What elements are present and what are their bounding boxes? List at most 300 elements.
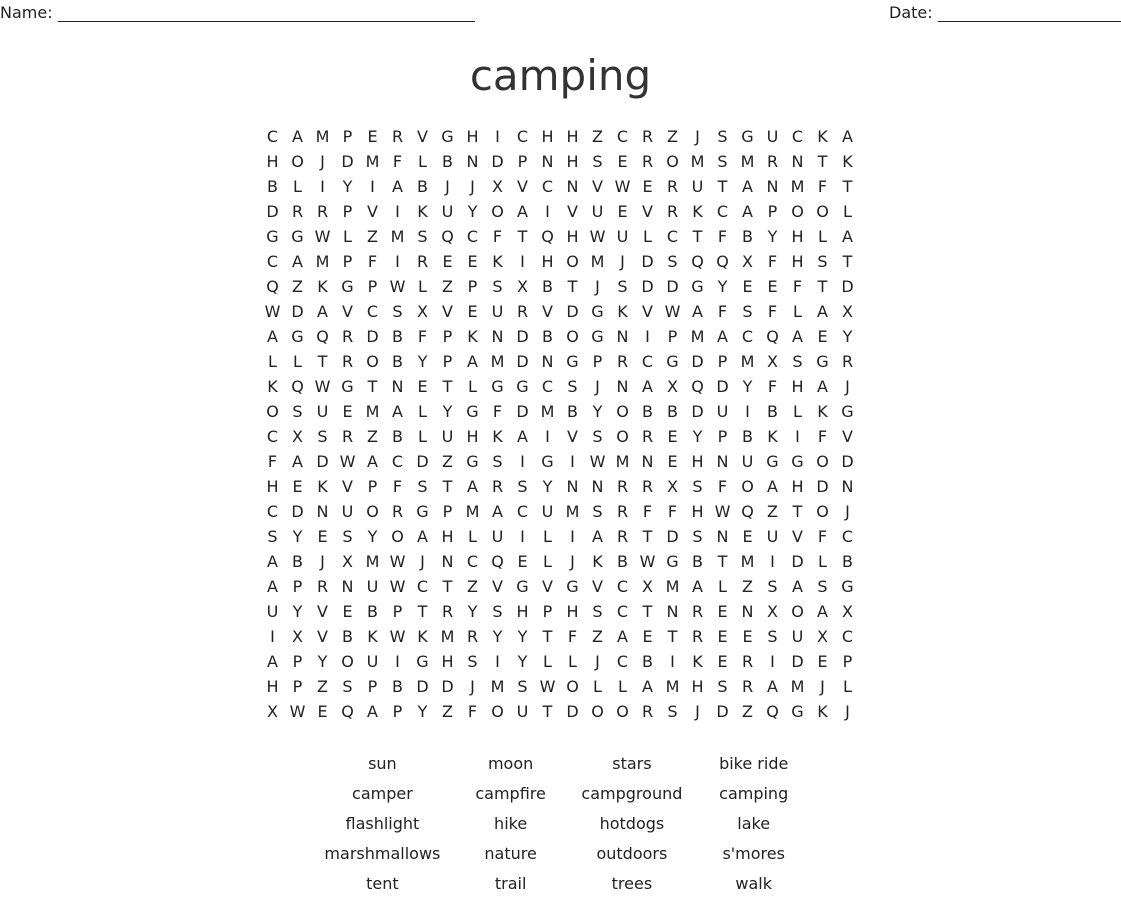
grid-letter: J <box>845 702 850 721</box>
name-blank-line[interactable] <box>58 7 475 22</box>
grid-letter: V <box>642 202 653 221</box>
grid-letter: E <box>767 277 778 296</box>
grid-letter: E <box>342 602 353 621</box>
grid-row <box>260 374 860 399</box>
grid-letter: P <box>392 702 403 721</box>
grid-letter: S <box>492 277 503 296</box>
grid-letter: Q <box>541 227 554 246</box>
grid-letter: D <box>416 677 429 696</box>
grid-letter: K <box>767 427 778 446</box>
grid-letter: J <box>695 702 700 721</box>
grid-letter: H <box>791 477 804 496</box>
grid-letter: N <box>391 377 404 396</box>
grid-letter: C <box>391 452 404 471</box>
grid-letter: S <box>767 577 778 596</box>
grid-letter: C <box>541 177 554 196</box>
grid-letter: F <box>367 252 378 271</box>
grid-letter: V <box>317 627 328 646</box>
grid-letter: K <box>417 627 428 646</box>
grid-letter: Q <box>741 502 754 521</box>
grid-letter: X <box>492 177 503 196</box>
grid-letter: X <box>767 602 778 621</box>
grid-letter: P <box>717 427 728 446</box>
grid-letter: A <box>267 552 278 571</box>
grid-letter: G <box>841 402 854 421</box>
name-field[interactable] <box>0 4 475 22</box>
grid-letter: G <box>516 377 529 396</box>
grid-letter: G <box>591 302 604 321</box>
grid-letter: T <box>642 527 653 546</box>
word-list-item: lake <box>737 814 771 833</box>
grid-letter: H <box>466 427 479 446</box>
word-list-item: s'mores <box>722 844 785 863</box>
grid-letter: S <box>392 302 403 321</box>
grid-letter: C <box>616 577 629 596</box>
grid-letter: P <box>367 677 378 696</box>
date-field[interactable] <box>889 4 1121 22</box>
grid-letter: W <box>589 452 606 471</box>
grid-letter: F <box>467 702 478 721</box>
grid-letter: W <box>539 677 556 696</box>
grid-letter: K <box>492 252 503 271</box>
grid-letter: K <box>417 202 428 221</box>
grid-letter: X <box>292 627 303 646</box>
grid-letter: L <box>418 402 427 421</box>
grid-letter: F <box>667 502 678 521</box>
grid-letter: A <box>492 502 503 521</box>
grid-letter: B <box>442 152 453 171</box>
grid-letter: W <box>339 452 356 471</box>
word-list-item: hike <box>494 814 528 833</box>
grid-letter: M <box>540 402 555 421</box>
grid-letter: R <box>516 302 529 321</box>
grid-letter: N <box>791 152 804 171</box>
grid-letter: V <box>542 302 553 321</box>
grid-letter: D <box>841 277 854 296</box>
grid-letter: A <box>267 327 278 346</box>
grid-letter: A <box>692 577 703 596</box>
grid-letter: L <box>268 352 277 371</box>
grid-letter: O <box>791 602 804 621</box>
grid-row <box>260 324 860 349</box>
grid-letter: M <box>790 677 805 696</box>
grid-letter: L <box>293 177 302 196</box>
grid-letter: F <box>717 302 728 321</box>
grid-letter: M <box>590 252 605 271</box>
grid-letter: I <box>495 652 500 671</box>
grid-letter: T <box>667 627 678 646</box>
grid-letter: D <box>566 302 579 321</box>
grid-letter: D <box>716 377 729 396</box>
grid-letter: F <box>817 177 828 196</box>
grid-letter: J <box>445 177 450 196</box>
grid-letter: E <box>617 202 628 221</box>
grid-letter: P <box>542 602 553 621</box>
grid-letter: R <box>441 602 454 621</box>
grid-letter: U <box>516 702 529 721</box>
grid-letter: W <box>714 502 731 521</box>
grid-letter: V <box>367 202 378 221</box>
grid-letter: U <box>766 127 779 146</box>
grid-letter: R <box>641 127 654 146</box>
grid-letter: R <box>741 652 754 671</box>
grid-letter: K <box>842 152 853 171</box>
grid-letter: G <box>741 127 754 146</box>
grid-letter: H <box>566 127 579 146</box>
grid-letter: M <box>690 152 705 171</box>
grid-letter: B <box>342 627 353 646</box>
grid-letter: L <box>543 527 552 546</box>
grid-row <box>260 599 860 624</box>
grid-letter: E <box>617 152 628 171</box>
grid-letter: G <box>416 652 429 671</box>
grid-letter: I <box>645 327 650 346</box>
grid-letter: N <box>716 527 729 546</box>
grid-letter: I <box>570 452 575 471</box>
grid-letter: U <box>616 227 629 246</box>
grid-letter: Y <box>717 277 728 296</box>
grid-row <box>260 449 860 474</box>
grid-letter: E <box>642 177 653 196</box>
grid-letter: R <box>841 352 854 371</box>
grid-letter: H <box>441 652 454 671</box>
grid-letter: T <box>842 252 853 271</box>
grid-letter: V <box>592 177 603 196</box>
grid-letter: W <box>389 552 406 571</box>
grid-letter: V <box>792 527 803 546</box>
grid-letter: X <box>817 627 828 646</box>
grid-letter: I <box>495 127 500 146</box>
grid-letter: L <box>718 577 727 596</box>
grid-letter: A <box>817 377 828 396</box>
grid-letter: B <box>642 402 653 421</box>
grid-letter: C <box>716 202 729 221</box>
grid-letter: S <box>617 277 628 296</box>
grid-letter: Z <box>592 627 603 646</box>
grid-letter: P <box>442 327 453 346</box>
grid-letter: O <box>791 202 804 221</box>
grid-letter: B <box>392 327 403 346</box>
grid-letter: S <box>567 377 578 396</box>
grid-letter: O <box>566 677 579 696</box>
grid-letter: P <box>342 252 353 271</box>
grid-letter: P <box>342 202 353 221</box>
grid-letter: Q <box>691 377 704 396</box>
grid-letter: U <box>716 402 729 421</box>
grid-letter: O <box>616 427 629 446</box>
grid-letter: M <box>665 577 680 596</box>
grid-letter: Y <box>767 227 778 246</box>
grid-letter: P <box>592 352 603 371</box>
grid-letter: J <box>620 252 625 271</box>
grid-letter: N <box>841 477 854 496</box>
grid-letter: A <box>517 202 528 221</box>
word-list-item: stars <box>612 754 652 773</box>
grid-letter: A <box>392 402 403 421</box>
grid-letter: C <box>366 302 379 321</box>
grid-letter: M <box>690 327 705 346</box>
grid-letter: F <box>492 227 503 246</box>
grid-letter: B <box>767 402 778 421</box>
grid-letter: Y <box>542 477 553 496</box>
grid-letter: H <box>266 477 279 496</box>
grid-letter: J <box>595 277 600 296</box>
grid-letter: L <box>818 227 827 246</box>
grid-letter: A <box>817 602 828 621</box>
grid-letter: C <box>266 502 279 521</box>
grid-letter: H <box>266 677 279 696</box>
grid-letter: N <box>616 327 629 346</box>
grid-letter: H <box>541 252 554 271</box>
grid-letter: R <box>641 702 654 721</box>
grid-letter: S <box>417 477 428 496</box>
grid-letter: G <box>566 352 579 371</box>
grid-letter: V <box>342 477 353 496</box>
grid-letter: T <box>442 477 453 496</box>
grid-letter: H <box>541 127 554 146</box>
grid-letter: O <box>566 252 579 271</box>
grid-letter: O <box>291 152 304 171</box>
grid-letter: F <box>767 302 778 321</box>
grid-letter: D <box>516 402 529 421</box>
grid-letter: H <box>791 377 804 396</box>
grid-letter: N <box>541 352 554 371</box>
grid-letter: H <box>791 227 804 246</box>
grid-letter: C <box>516 127 529 146</box>
grid-letter: D <box>291 502 304 521</box>
grid-letter: M <box>740 552 755 571</box>
grid-letter: Y <box>467 202 478 221</box>
grid-letter: L <box>543 552 552 571</box>
grid-letter: N <box>566 177 579 196</box>
grid-letter: N <box>341 577 354 596</box>
grid-letter: K <box>317 277 328 296</box>
grid-letter: E <box>717 602 728 621</box>
grid-letter: D <box>791 652 804 671</box>
grid-letter: W <box>614 177 631 196</box>
date-label: Date: <box>889 3 933 22</box>
grid-letter: V <box>492 577 503 596</box>
grid-letter: G <box>691 277 704 296</box>
grid-letter: G <box>466 402 479 421</box>
grid-letter: A <box>717 327 728 346</box>
grid-row <box>260 474 860 499</box>
grid-letter: R <box>666 177 679 196</box>
grid-letter: D <box>516 352 529 371</box>
grid-letter: L <box>793 402 802 421</box>
word-list-item: marshmallows <box>324 844 441 863</box>
grid-letter: H <box>441 527 454 546</box>
grid-letter: S <box>692 527 703 546</box>
grid-letter: M <box>740 152 755 171</box>
grid-letter: F <box>267 452 278 471</box>
grid-letter: Y <box>492 627 503 646</box>
grid-letter: A <box>367 702 378 721</box>
grid-letter: N <box>316 502 329 521</box>
grid-letter: P <box>467 277 478 296</box>
grid-letter: D <box>691 402 704 421</box>
grid-letter: I <box>320 177 325 196</box>
grid-letter: H <box>691 502 704 521</box>
grid-letter: O <box>816 452 829 471</box>
grid-letter: W <box>639 552 656 571</box>
grid-letter: J <box>845 502 850 521</box>
grid-letter: I <box>745 402 750 421</box>
grid-letter: D <box>691 352 704 371</box>
grid-letter: G <box>541 452 554 471</box>
grid-letter: D <box>366 327 379 346</box>
grid-letter: H <box>566 602 579 621</box>
grid-letter: Q <box>491 552 504 571</box>
grid-letter: U <box>441 202 454 221</box>
grid-letter: B <box>292 552 303 571</box>
grid-letter: B <box>692 552 703 571</box>
grid-letter: D <box>316 452 329 471</box>
grid-letter: U <box>441 427 454 446</box>
grid-letter: S <box>317 427 328 446</box>
grid-letter: A <box>767 677 778 696</box>
grid-letter: H <box>691 677 704 696</box>
grid-letter: O <box>616 702 629 721</box>
grid-letter: K <box>267 377 278 396</box>
grid-letter: G <box>466 452 479 471</box>
word-list-item: bike ride <box>719 754 789 773</box>
grid-letter: E <box>742 627 753 646</box>
grid-letter: U <box>591 202 604 221</box>
grid-letter: B <box>617 552 628 571</box>
grid-letter: O <box>566 327 579 346</box>
grid-letter: X <box>417 302 428 321</box>
grid-letter: K <box>367 627 378 646</box>
word-list-row <box>322 812 822 842</box>
grid-letter: A <box>742 177 753 196</box>
grid-letter: R <box>316 577 329 596</box>
grid-row <box>260 399 860 424</box>
grid-letter: E <box>517 552 528 571</box>
grid-letter: X <box>517 277 528 296</box>
grid-letter: R <box>341 327 354 346</box>
word-list-item: flashlight <box>345 814 420 833</box>
grid-letter: M <box>790 177 805 196</box>
grid-letter: T <box>642 602 653 621</box>
grid-letter: Y <box>517 627 528 646</box>
grid-letter: Y <box>342 177 353 196</box>
grid-letter: E <box>817 652 828 671</box>
grid-letter: J <box>845 377 850 396</box>
grid-letter: W <box>289 702 306 721</box>
puzzle-title: camping <box>469 51 652 100</box>
grid-letter: G <box>341 377 354 396</box>
grid-letter: I <box>395 202 400 221</box>
grid-letter: A <box>692 302 703 321</box>
grid-letter: S <box>817 577 828 596</box>
grid-row <box>260 699 860 724</box>
grid-letter: S <box>592 152 603 171</box>
grid-letter: D <box>641 277 654 296</box>
name-label: Name: <box>0 3 53 22</box>
grid-letter: J <box>470 677 475 696</box>
grid-letter: L <box>643 227 652 246</box>
grid-letter: V <box>417 127 428 146</box>
grid-letter: G <box>441 127 454 146</box>
grid-letter: Q <box>316 327 329 346</box>
grid-letter: U <box>691 177 704 196</box>
grid-letter: N <box>566 477 579 496</box>
grid-letter: U <box>341 502 354 521</box>
grid-letter: T <box>317 352 328 371</box>
date-blank-line[interactable] <box>938 7 1121 22</box>
grid-letter: P <box>392 602 403 621</box>
grid-letter: G <box>591 327 604 346</box>
grid-letter: T <box>717 177 728 196</box>
grid-letter: A <box>292 127 303 146</box>
grid-letter: C <box>466 227 479 246</box>
grid-letter: D <box>516 327 529 346</box>
word-list-item: sun <box>368 754 397 773</box>
grid-letter: D <box>491 152 504 171</box>
grid-letter: B <box>417 177 428 196</box>
grid-letter: P <box>517 152 528 171</box>
grid-letter: F <box>417 327 428 346</box>
grid-letter: V <box>842 427 853 446</box>
letter-grid <box>260 124 860 724</box>
grid-letter: S <box>792 352 803 371</box>
grid-letter: Y <box>417 352 428 371</box>
grid-letter: F <box>792 277 803 296</box>
grid-letter: W <box>389 627 406 646</box>
grid-letter: R <box>616 352 629 371</box>
grid-letter: R <box>291 202 304 221</box>
grid-letter: Z <box>442 452 453 471</box>
grid-letter: X <box>842 302 853 321</box>
grid-letter: G <box>266 227 279 246</box>
grid-row <box>260 249 860 274</box>
grid-letter: G <box>516 577 529 596</box>
grid-letter: D <box>716 702 729 721</box>
grid-letter: H <box>516 602 529 621</box>
grid-letter: B <box>642 652 653 671</box>
grid-letter: U <box>316 402 329 421</box>
grid-letter: B <box>392 352 403 371</box>
grid-letter: H <box>466 127 479 146</box>
grid-letter: M <box>365 402 380 421</box>
grid-letter: Y <box>292 602 303 621</box>
grid-letter: B <box>742 227 753 246</box>
grid-letter: O <box>341 652 354 671</box>
grid-letter: Z <box>317 677 328 696</box>
grid-letter: D <box>641 252 654 271</box>
grid-row <box>260 174 860 199</box>
grid-letter: T <box>442 377 453 396</box>
grid-letter: V <box>642 302 653 321</box>
grid-letter: A <box>792 327 803 346</box>
grid-letter: L <box>418 427 427 446</box>
grid-letter: C <box>541 377 554 396</box>
grid-letter: I <box>795 427 800 446</box>
grid-letter: I <box>545 202 550 221</box>
grid-letter: N <box>541 152 554 171</box>
grid-letter: Y <box>367 527 378 546</box>
grid-letter: P <box>667 327 678 346</box>
grid-letter: P <box>292 677 303 696</box>
grid-letter: A <box>367 452 378 471</box>
grid-letter: L <box>343 227 352 246</box>
grid-letter: E <box>642 627 653 646</box>
grid-letter: E <box>717 627 728 646</box>
word-list-item: walk <box>735 874 772 893</box>
grid-letter: E <box>467 252 478 271</box>
grid-letter: X <box>642 577 653 596</box>
